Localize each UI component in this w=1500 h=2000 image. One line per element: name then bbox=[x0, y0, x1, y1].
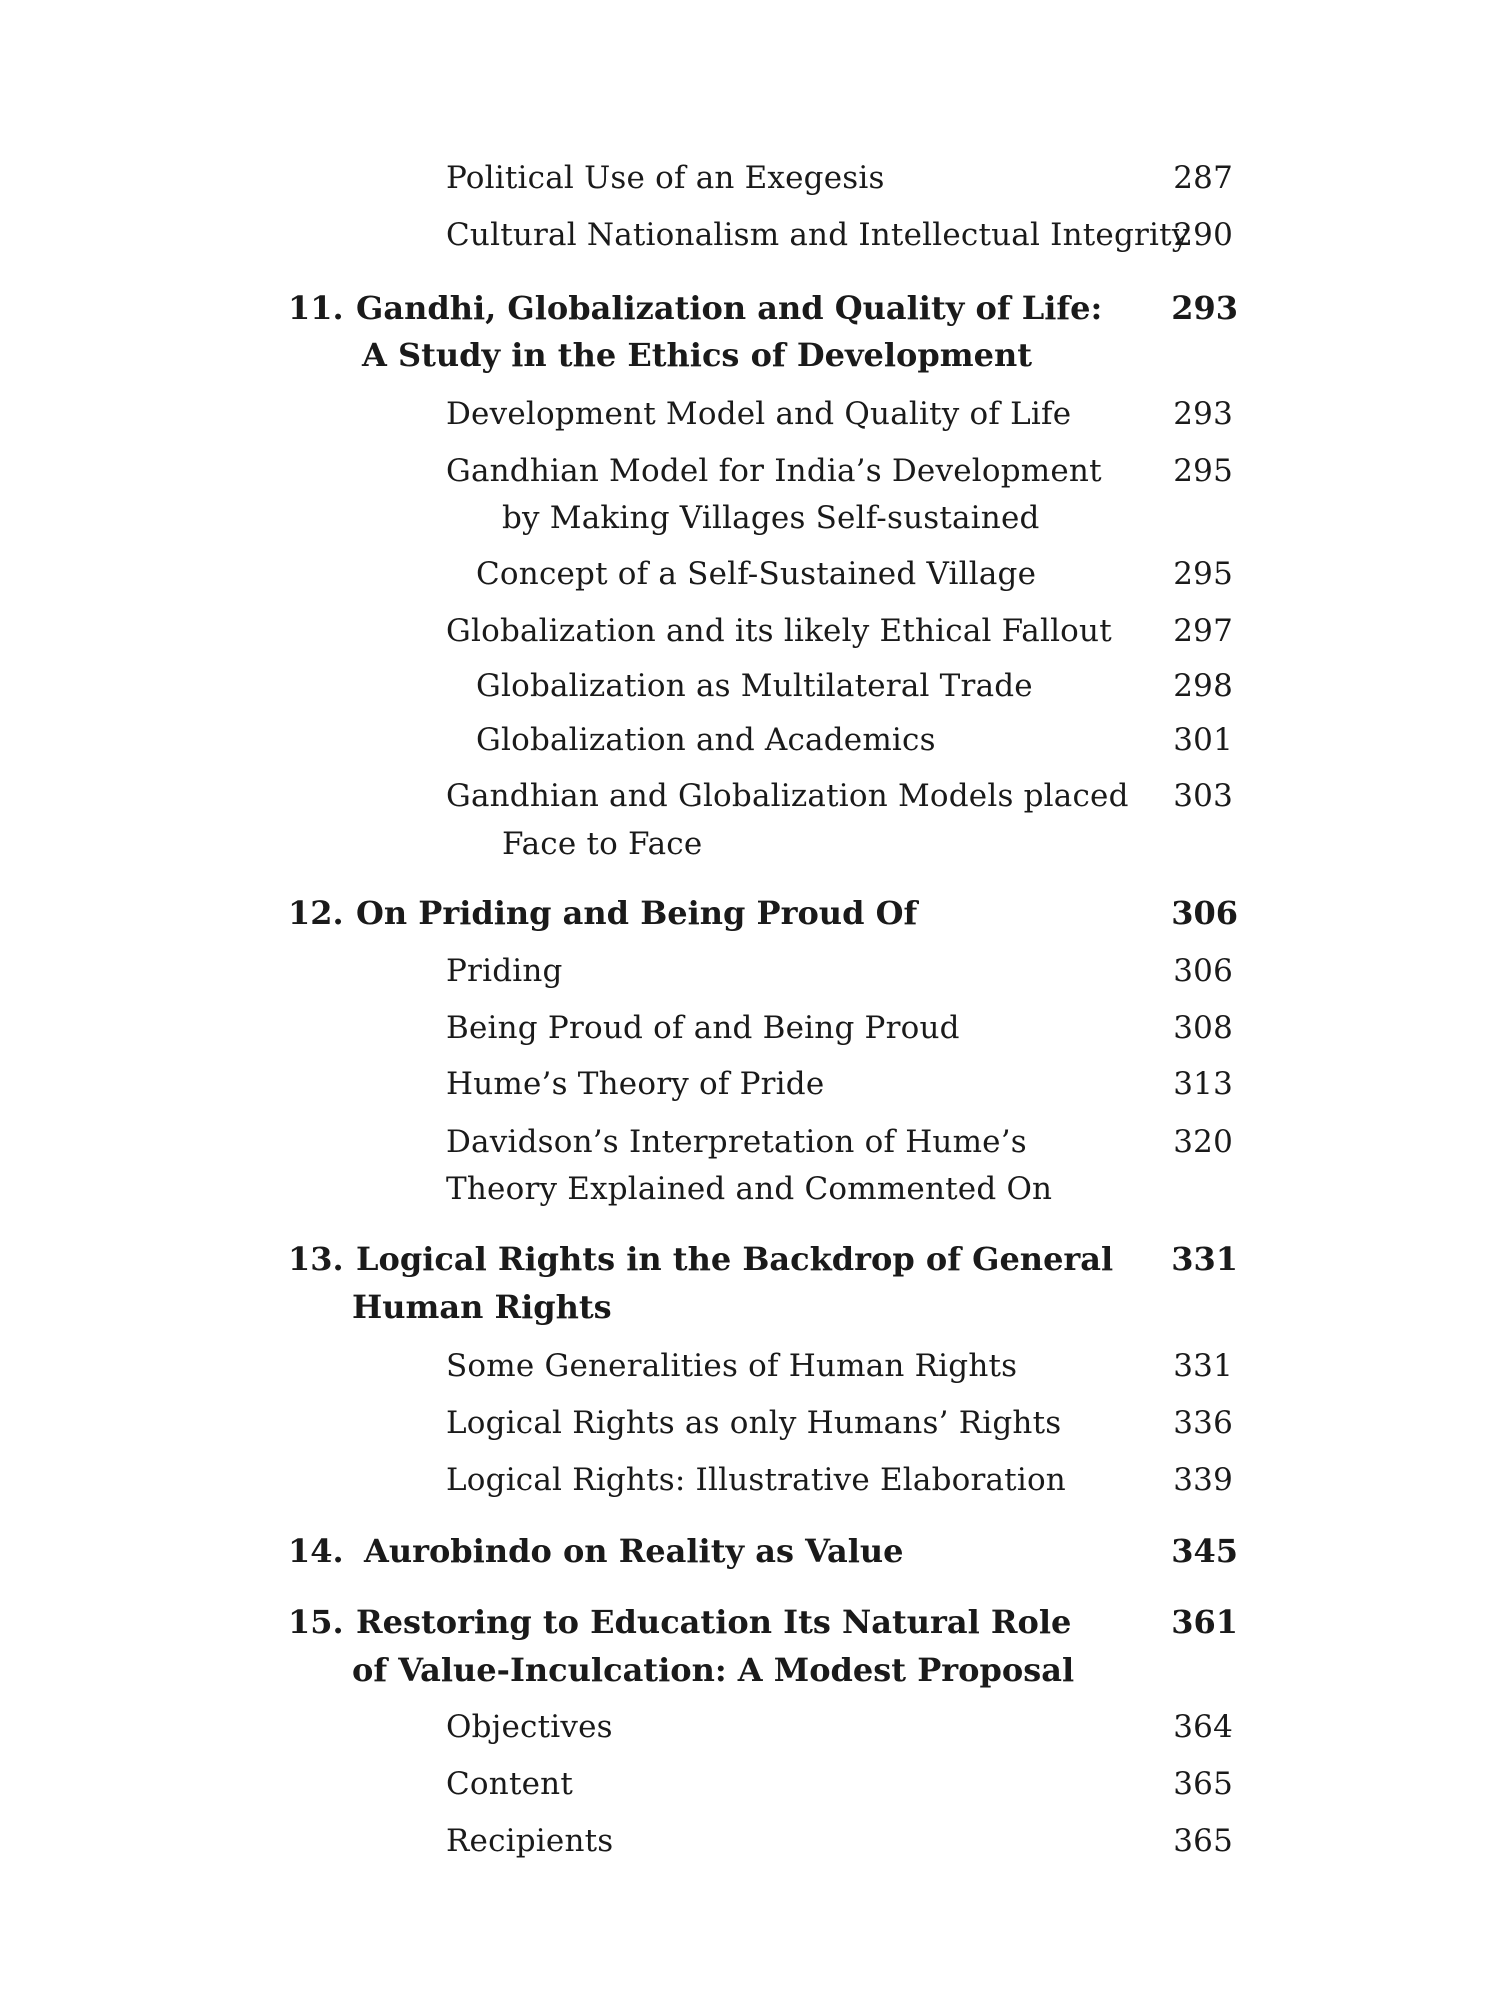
section-page: 297 bbox=[1173, 613, 1233, 649]
section-page: 365 bbox=[1173, 1766, 1233, 1802]
section-page: 336 bbox=[1173, 1405, 1233, 1441]
section-page: 320 bbox=[1173, 1124, 1233, 1160]
chapter-number: 13. bbox=[288, 1240, 344, 1278]
section-title: Logical Rights: Illustrative Elaboration bbox=[446, 1462, 1066, 1498]
section-title-cont: Face to Face bbox=[502, 826, 703, 862]
section-page: 364 bbox=[1173, 1709, 1233, 1745]
section-title: Gandhian Model for India’s Development bbox=[446, 453, 1102, 489]
section-page: 339 bbox=[1173, 1462, 1233, 1498]
section-title: Logical Rights as only Humans’ Rights bbox=[446, 1405, 1062, 1441]
section-title: Some Generalities of Human Rights bbox=[446, 1348, 1018, 1384]
chapter-number: 12. bbox=[288, 894, 344, 932]
chapter-title: Gandhi, Globalization and Quality of Life: bbox=[356, 289, 1103, 327]
section-page: 293 bbox=[1173, 396, 1233, 432]
chapter-number: 15. bbox=[288, 1603, 344, 1641]
section-page: 295 bbox=[1173, 453, 1233, 489]
section-title: Hume’s Theory of Pride bbox=[446, 1066, 825, 1102]
section-title: Recipients bbox=[446, 1823, 614, 1859]
section-title: Content bbox=[446, 1766, 573, 1802]
section-title: Gandhian and Globalization Models placed bbox=[446, 778, 1129, 814]
section-page: 331 bbox=[1173, 1348, 1233, 1384]
chapter-title-cont: of Value-Inculcation: A Modest Proposal bbox=[352, 1651, 1075, 1689]
section-title: Globalization and its likely Ethical Fallout bbox=[446, 613, 1112, 649]
section-title: Being Proud of and Being Proud bbox=[446, 1010, 960, 1046]
section-title: Globalization and Academics bbox=[476, 722, 936, 758]
section-title: Concept of a Self-Sustained Village bbox=[476, 556, 1037, 592]
section-title: Davidson’s Interpretation of Hume’s bbox=[446, 1124, 1027, 1160]
section-page: 308 bbox=[1173, 1010, 1233, 1046]
section-title: Priding bbox=[446, 953, 563, 989]
chapter-title: Aurobindo on Reality as Value bbox=[364, 1532, 904, 1570]
chapter-page: 361 bbox=[1171, 1603, 1238, 1641]
section-page: 313 bbox=[1173, 1066, 1233, 1102]
section-page: 301 bbox=[1173, 722, 1233, 758]
section-title: Globalization as Multilateral Trade bbox=[476, 668, 1033, 704]
section-page: 295 bbox=[1173, 556, 1233, 592]
section-page: 290 bbox=[1173, 217, 1233, 253]
chapter-title-cont: A Study in the Ethics of Development bbox=[362, 336, 1033, 374]
section-title-cont: by Making Villages Self-sustained bbox=[502, 500, 1040, 536]
chapter-title-cont: Human Rights bbox=[352, 1288, 612, 1326]
chapter-title: Restoring to Education Its Natural Role bbox=[356, 1603, 1072, 1641]
section-title: Objectives bbox=[446, 1709, 613, 1745]
section-title-cont: Theory Explained and Commented On bbox=[446, 1171, 1053, 1207]
section-title: Cultural Nationalism and Intellectual Integrity bbox=[446, 217, 1190, 253]
chapter-page: 306 bbox=[1171, 894, 1238, 932]
section-page: 306 bbox=[1173, 953, 1233, 989]
section-title: Development Model and Quality of Life bbox=[446, 396, 1072, 432]
chapter-page: 345 bbox=[1171, 1532, 1238, 1570]
chapter-number: 14. bbox=[288, 1532, 344, 1570]
section-page: 303 bbox=[1173, 778, 1233, 814]
chapter-page: 331 bbox=[1171, 1240, 1238, 1278]
chapter-title: On Priding and Being Proud Of bbox=[356, 894, 918, 932]
section-title: Political Use of an Exegesis bbox=[446, 160, 885, 196]
chapter-title: Logical Rights in the Backdrop of General bbox=[356, 1240, 1114, 1278]
chapter-page: 293 bbox=[1171, 289, 1238, 327]
section-page: 287 bbox=[1173, 160, 1233, 196]
chapter-number: 11. bbox=[288, 289, 344, 327]
section-page: 298 bbox=[1173, 668, 1233, 704]
section-page: 365 bbox=[1173, 1823, 1233, 1859]
